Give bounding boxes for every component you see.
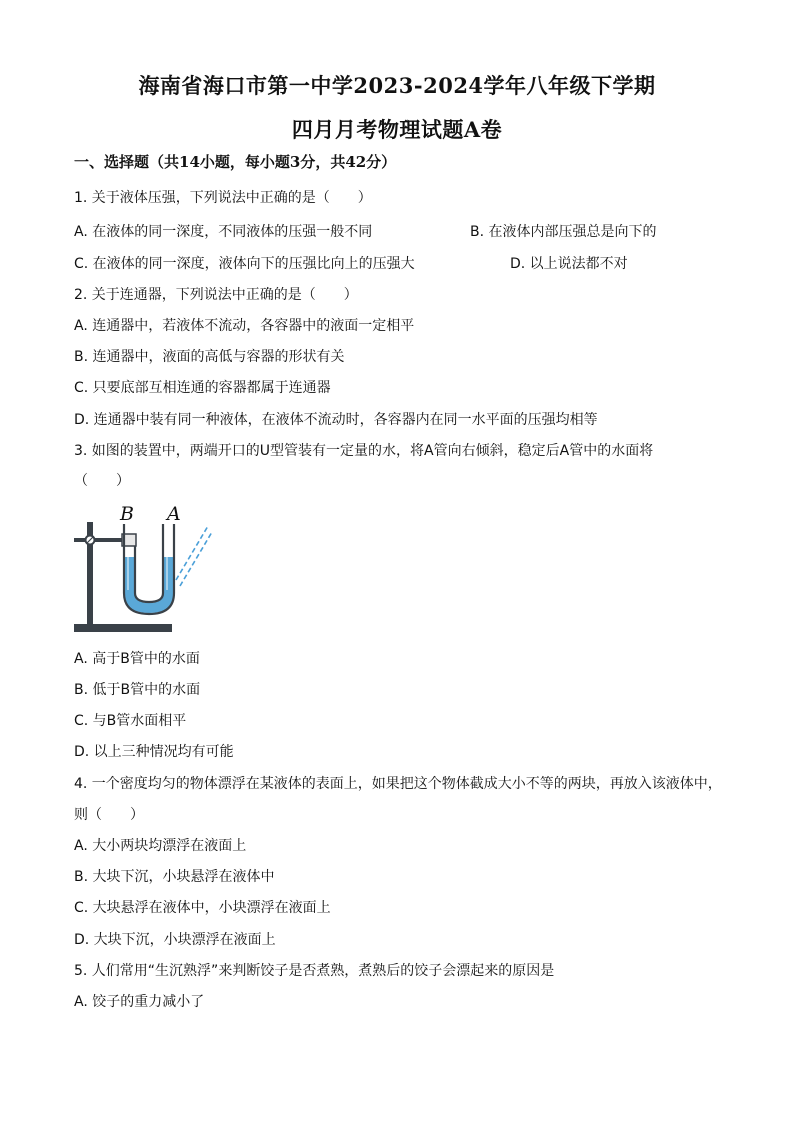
section-heading: 一、选择题（共14小题，每小题3分，共42分） — [74, 153, 397, 171]
question-2-option-b[interactable]: B. 连通器中，液面的高低与容器的形状有关 — [74, 349, 345, 365]
tube-b-label: B — [120, 503, 134, 525]
question-1-option-d[interactable]: D. 以上说法都不对 — [510, 256, 628, 272]
question-2-stem: 2. 关于连通器，下列说法中正确的是（ ） — [74, 287, 358, 303]
question-4-option-a[interactable]: A. 大小两块均漂浮在液面上 — [74, 838, 247, 854]
question-2-option-a[interactable]: A. 连通器中，若液体不流动，各容器中的液面一定相平 — [74, 318, 415, 334]
question-1-options-row1 — [74, 223, 754, 241]
question-1-options-row2 — [74, 255, 754, 273]
question-2-option-c[interactable]: C. 只要底部互相连通的容器都属于连通器 — [74, 380, 331, 396]
question-4-option-c[interactable]: C. 大块悬浮在液体中，小块漂浮在液面上 — [74, 900, 331, 916]
water-tube-b — [125, 557, 135, 593]
question-3-option-b[interactable]: B. 低于B管中的水面 — [74, 682, 201, 698]
question-3-stem-line2: （ ） — [74, 473, 130, 489]
question-5-option-a[interactable]: A. 饺子的重力减小了 — [74, 994, 205, 1010]
exam-title-line1: 海南省海口市第一中学2023-2024学年八年级下学期 — [138, 73, 656, 98]
question-2-option-d[interactable]: D. 连通器中装有同一种液体，在液体不流动时，各容器内在同一水平面的压强均相等 — [74, 412, 598, 428]
question-1-option-a[interactable]: A. 在液体的同一深度，不同液体的压强一般不同 — [74, 224, 373, 240]
tube-a-label: A — [167, 503, 181, 525]
question-3-option-d[interactable]: D. 以上三种情况均有可能 — [74, 744, 234, 760]
u-tube-apparatus-figure — [72, 500, 212, 636]
question-1-stem: 1. 关于液体压强，下列说法中正确的是（ ） — [74, 190, 372, 206]
question-4-option-d[interactable]: D. 大块下沉，小块漂浮在液面上 — [74, 932, 276, 948]
water-tube-a — [164, 557, 174, 593]
question-3-option-c[interactable]: C. 与B管水面相平 — [74, 713, 187, 729]
clamp-arm — [74, 538, 126, 542]
tilted-tube-a-right — [180, 532, 212, 586]
question-5-stem: 5. 人们常用“生沉熟浮”来判断饺子是否煮熟，煮熟后的饺子会漂起来的原因是 — [74, 963, 555, 979]
question-1-option-b[interactable]: B. 在液体内部压强总是向下的 — [470, 224, 657, 240]
question-3-option-a[interactable]: A. 高于B管中的水面 — [74, 651, 200, 667]
question-4-stem-line2: 则（ ） — [74, 807, 144, 823]
u-tube-inner-wall — [135, 524, 163, 602]
question-4-option-b[interactable]: B. 大块下沉，小块悬浮在液体中 — [74, 869, 275, 885]
question-3-stem-line1: 3. 如图的装置中，两端开口的U型管装有一定量的水，将A管向右倾斜，稳定后A管中的水面将 — [74, 443, 654, 459]
question-4-stem-line1: 4. 一个密度均匀的物体漂浮在某液体的表面上，如果把这个物体截成大小不等的两块，再放入该液体中， — [74, 776, 722, 792]
exam-title-line2: 四月月考物理试题A卷 — [291, 117, 503, 142]
question-1-option-c[interactable]: C. 在液体的同一深度，液体向下的压强比向上的压强大 — [74, 256, 415, 272]
tilted-tube-a-left — [176, 526, 208, 580]
